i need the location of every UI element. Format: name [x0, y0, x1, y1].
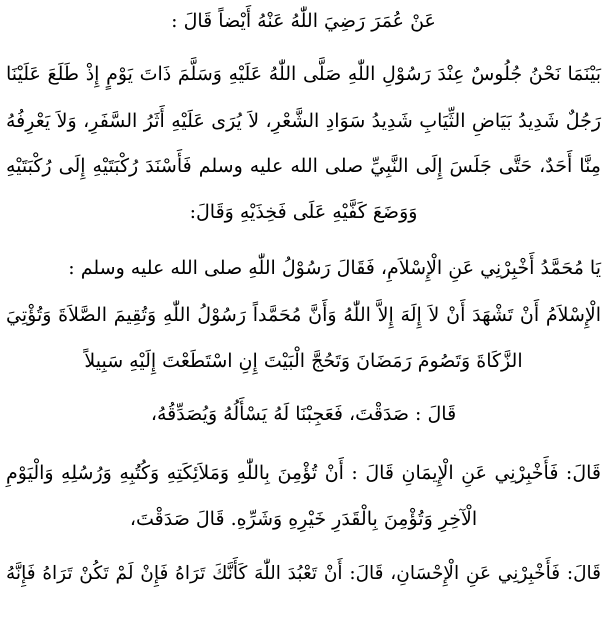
hadith-intro-line: عَنْ عُمَرَ رَضِيَ اللّٰهُ عَنْهُ أَيْضاً قَالَ :	[171, 10, 436, 32]
text-line: قَالَ : صَدَقْتَ، فَعَجِبْنَا لَهُ يَسْأَلُهُ وَيُصَدِّقُهُ،	[150, 403, 457, 425]
text-line: يَا مُحَمَّدُ أَخْبِرْنِي عَنِ الْإِسْلاَمِ، فَقَالَ رَسُوْلُ اللّٰهِ صلى الله عليه وسلم :	[68, 257, 601, 279]
text-line: قَالَ: فَأَخْبِرْنِي عَنِ الْإِحْسَانِ، قَالَ: أَنْ تَعْبُدَ اللّٰهَ كَأَنَّكَ تَرَاهُ فَإِنْ لَمْ تَكُنْ تَرَاهُ فَإِنَّهُ	[6, 563, 601, 584]
text-line: الزَّكَاةَ وَتَصُومَ رَمَضَانَ وَتَحُجَّ الْبَيْتَ إِنِ اسْتَطَعْتَ إِلَيْهِ سَبِيلاً	[84, 350, 523, 372]
text-line: الْإِسْلاَمُ أَنْ تَشْهَدَ أَنْ لاَ إِلَهَ إِلاَّ اللّٰهُ وَأَنَّ مُحَمَّداً رَسُوْلُ اللّٰهِ وَتُقِيمَ الصَّلاَةَ وَتُؤْتِيَ	[6, 304, 601, 326]
text-line: مِنَّا أَحَدٌ، حَتَّى جَلَسَ إِلَى النَّبِيِّ صلى الله عليه وسلم فَأَسْنَدَ رُكْبَتَيْهِ إِلَى رُكْبَتَيْهِ	[6, 155, 601, 177]
text-line: الْآخِرِ وَتُؤْمِنَ بِالْقَدَرِ خَيْرِهِ وَشَرِّهِ. قَالَ صَدَقْتَ،	[129, 508, 478, 530]
text-line: قَالَ: فَأَخْبِرْنِي عَنِ الْإِيمَانِ قَالَ : أَنْ تُؤْمِنَ بِاللّٰهِ وَمَلاَئِكَتِهِ وَكُتُبِهِ وَرُسُلِهِ وَالْيَوْمِ	[6, 462, 601, 484]
text-line: بَيْنَمَا نَحْنُ جُلُوسٌ عِنْدَ رَسُوْلِ اللّٰهِ صَلَّى اللّٰهُ عَلَيْهِ وَسَلَّمَ ذَاتَ يَوْمٍ إِذْ طَلَعَ عَلَيْنَا	[6, 63, 601, 85]
text-line: رَجُلٌ شَدِيدُ بَيَاضِ الثِّيَابِ شَدِيدُ سَوَادِ الشَّعْرِ، لاَ يُرَى عَلَيْهِ أَثَرُ السَّفَرِ، وَلاَ يَعْرِفُهُ	[6, 110, 601, 132]
text-line: وَوَضَعَ كَفَّيْهِ عَلَى فَخِذَيْهِ وَقَالَ:	[189, 201, 418, 223]
